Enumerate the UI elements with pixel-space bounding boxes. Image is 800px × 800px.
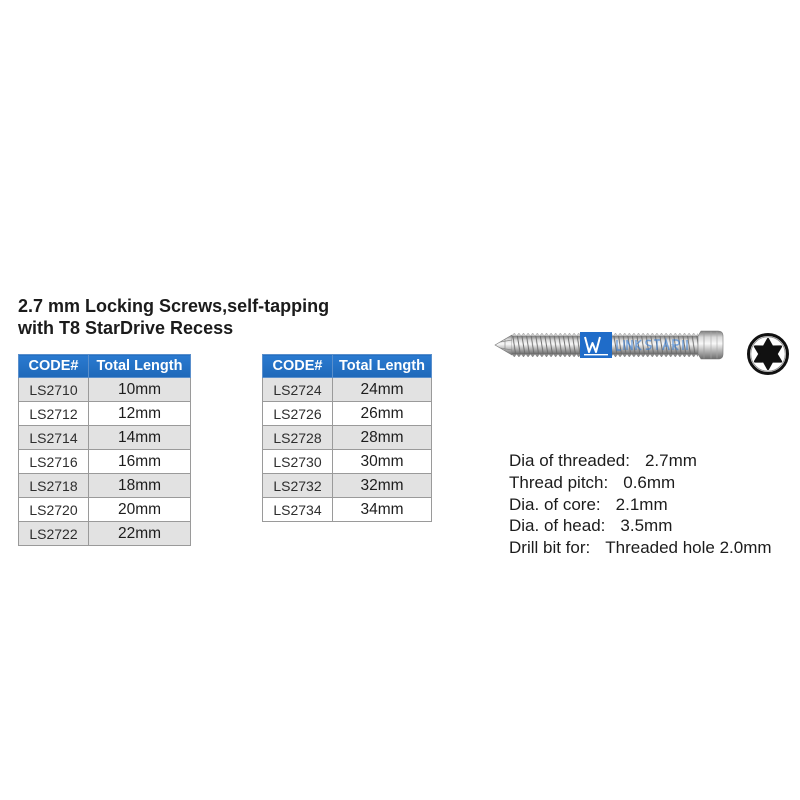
table-row: [19, 450, 191, 474]
table-header-row: [19, 355, 191, 378]
table-header-row: [263, 355, 432, 378]
length-cell: 28mm: [333, 426, 432, 450]
spec-thread-diameter: [509, 450, 772, 472]
code-cell: LS2728: [263, 426, 333, 450]
table-row: [19, 474, 191, 498]
code-cell: LS2712: [19, 402, 89, 426]
code-cell: LS2722: [19, 522, 89, 546]
spec-value: 3.5mm: [620, 516, 673, 536]
code-length-table-2: [262, 354, 432, 522]
length-cell: 16mm: [89, 450, 191, 474]
length-cell: 12mm: [89, 402, 191, 426]
length-cell: 22mm: [89, 522, 191, 546]
spec-value: 2.7mm: [644, 451, 697, 470]
code-cell: LS2710: [19, 378, 89, 402]
table-row: [19, 522, 191, 546]
table-row: [263, 426, 432, 450]
table-row: [263, 498, 432, 522]
code-cell: LS2726: [263, 402, 333, 426]
product-title-line-1: 2.7 mm Locking Screws,self-tapping: [18, 296, 330, 316]
screw-tip: [495, 335, 512, 355]
blue-logo-mark: [580, 332, 612, 358]
spec-label: Dia. of core:: [509, 494, 601, 514]
code-cell: LS2718: [19, 474, 89, 498]
spec-head-diameter: [509, 515, 772, 537]
table-row: [263, 474, 432, 498]
spec-label: Drill bit for:: [509, 538, 591, 558]
screw-specifications: [509, 450, 772, 559]
table-row: [19, 426, 191, 450]
spec-thread-pitch: [509, 472, 772, 494]
length-cell: 20mm: [89, 498, 191, 522]
table-row: [263, 450, 432, 474]
length-cell: 14mm: [89, 426, 191, 450]
spec-label: Dia of threaded:: [509, 451, 630, 470]
code-cell: LS2730: [263, 450, 333, 474]
column-header-total-length: Total Length: [89, 355, 191, 378]
torx-star-recess-icon: [746, 332, 790, 376]
code-cell: LS2714: [19, 426, 89, 450]
table-row: [19, 498, 191, 522]
code-cell: LS2732: [263, 474, 333, 498]
code-cell: LS2716: [19, 450, 89, 474]
spec-value: 0.6mm: [623, 472, 676, 492]
length-cell: 26mm: [333, 402, 432, 426]
code-cell: LS2734: [263, 498, 333, 522]
length-cell: 34mm: [333, 498, 432, 522]
spec-label: Thread pitch:: [509, 472, 609, 492]
locking-screw-image: [488, 321, 728, 369]
table-row: [19, 378, 191, 402]
spec-value: Threaded hole 2.0mm: [605, 538, 772, 558]
code-cell: LS2720: [19, 498, 89, 522]
table-row: [263, 402, 432, 426]
product-title-line-2: with T8 StarDrive Recess: [18, 318, 234, 338]
code-length-table-1: [18, 354, 191, 546]
product-title: [18, 295, 329, 339]
length-cell: 32mm: [333, 474, 432, 498]
length-cell: 18mm: [89, 474, 191, 498]
spec-value: 2.1mm: [615, 494, 668, 514]
length-cell: 10mm: [89, 378, 191, 402]
code-cell: LS2724: [263, 378, 333, 402]
column-header-code: CODE#: [263, 355, 333, 378]
column-header-code: CODE#: [19, 355, 89, 378]
length-cell: 24mm: [333, 378, 432, 402]
table-row: [19, 402, 191, 426]
table-row: [263, 378, 432, 402]
spec-core-diameter: [509, 494, 772, 516]
spec-label: Dia. of head:: [509, 516, 606, 536]
spec-drill-bit: [509, 537, 772, 559]
column-header-total-length: Total Length: [333, 355, 432, 378]
length-cell: 30mm: [333, 450, 432, 474]
screw-head: [698, 331, 723, 359]
